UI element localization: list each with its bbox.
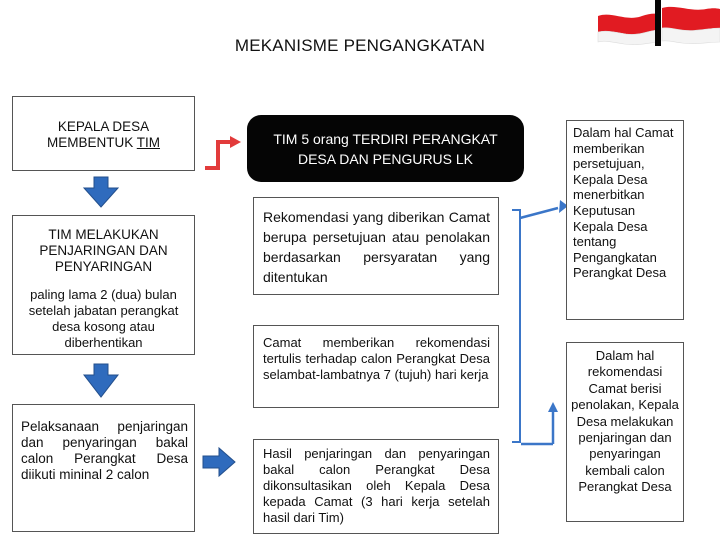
elbow-arrow-icon — [205, 142, 232, 168]
left-box-pelaksanaan — [12, 404, 195, 532]
left-box2-detail: paling lama 2 (dua) bulan setelah jabatan perangkat desa kosong atau diberhentikan — [28, 287, 179, 350]
left-box1-line2 — [13, 135, 194, 151]
left-box-kepala-desa — [12, 96, 195, 171]
left-box2-heading: TIM MELAKUKAN PENJARINGAN DAN PENYARINGAN — [39, 227, 168, 274]
down-arrow-icon — [84, 364, 118, 397]
left-box3-text: Pelaksanaan penjaringan dan penyaringan bakal calon Perangkat Desa diikuti mininal 2 calon — [21, 419, 188, 482]
left-box1-line2-prefix: MEMBENTUK — [46, 135, 137, 150]
down-arrow-icon — [84, 177, 118, 207]
right-arrow-icon — [203, 448, 235, 476]
right-box-persetujuan — [566, 120, 684, 320]
middle-box1-text: TIM 5 orang TERDIRI PERANGKAT DESA DAN PENGURUS LK — [273, 130, 498, 167]
page-title: MEKANISME PENGANGKATAN — [234, 36, 486, 55]
right-box2-text: Dalam hal rekomendasi Camat berisi penolakan, Kepala Desa melakukan penjaringan dan penyaringan kembali calon Perangkat Desa — [571, 348, 679, 495]
left-box-tim-melakukan — [12, 215, 195, 355]
left-box1-line1: KEPALA DESA — [57, 119, 150, 134]
middle-box4-text: Hasil penjaringan dan penyaringan bakal calon Perangkat Desa dikonsultasikan oleh Kepala Desa kepada Camat (3 hari kerja setelah hasil dari Tim) — [263, 446, 490, 525]
right-box-penolakan — [566, 342, 684, 522]
middle-box-rekomendasi — [253, 197, 499, 295]
right-box1-text: Dalam hal Camat memberikan persetujuan, Kepala Desa menerbitkan Keputusan Kepala Desa tentang Pengangkatan Perangkat Desa — [573, 125, 674, 281]
left-box1-line2-underlined: TIM — [136, 135, 160, 150]
middle-box-hasil-penjaringan — [253, 439, 499, 534]
middle-box3-text: Camat memberikan rekomendasi tertulis terhadap calon Perangkat Desa selambat-lambatnya 7 (tujuh) hari kerja — [263, 335, 490, 382]
middle-box-camat-memberikan — [253, 325, 499, 408]
middle-box2-text: Rekomendasi yang diberikan Camat berupa persetujuan atau penolakan berdasarkan persyaratan yang ditentukan — [263, 209, 490, 285]
middle-box-tim-5-orang — [247, 115, 524, 182]
